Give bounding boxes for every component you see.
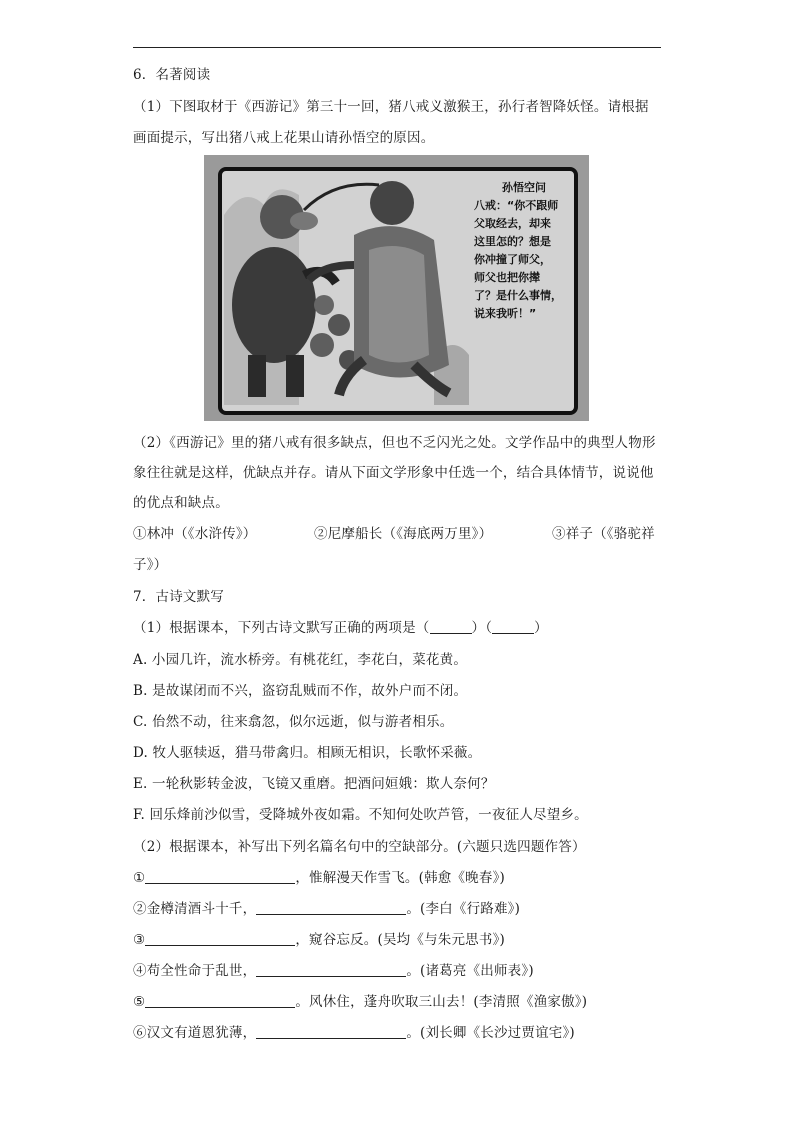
- q6-option-3: ③祥子（《骆驼祥: [552, 526, 655, 542]
- fill-blank-4[interactable]: [256, 963, 406, 977]
- comic-illustration: [204, 155, 589, 421]
- q6-title: 6．名著阅读: [133, 67, 211, 83]
- q7-part2: （2）根据课本，补写出下列名篇名句中的空缺部分。(六题只选四题作答）: [133, 839, 586, 855]
- q6-option-2: ②尼摩船长（《海底两万里》）: [314, 526, 493, 542]
- fill-blank-3[interactable]: [145, 932, 295, 946]
- fill-blank-5[interactable]: [145, 994, 295, 1008]
- caption-line-6: 师父也把你撵: [474, 271, 540, 284]
- q7-option-d: D. 牧人驱犊返，猎马带禽归。相顾无相识，长歌怀采薇。: [133, 745, 482, 761]
- q7-part1-suffix: ）: [534, 620, 548, 636]
- q7-part1-prefix: （1）根据课本，下列古诗文默写正确的两项是（: [133, 620, 430, 636]
- fill-4-suffix: 。(诸葛亮《出师表》): [406, 963, 534, 979]
- fill-1-prefix: ①: [133, 870, 146, 886]
- q7-part1-mid: ）（: [471, 620, 493, 636]
- fill-5-prefix: ⑤: [133, 994, 146, 1010]
- answer-blank-1[interactable]: [430, 620, 472, 634]
- fill-2-suffix: 。(李白《行路难》): [406, 901, 521, 917]
- fill-1-suffix: ，惟解漫天作雪飞。(韩愈《晚春》): [295, 870, 505, 886]
- q6-part2-line2: 象往往就是这样，优缺点并存。请从下面文学形象中任选一个，结合具体情节，说说他: [133, 465, 654, 481]
- fill-4-prefix: ④苟全性命于乱世，: [133, 963, 257, 979]
- fill-6-suffix: 。(刘长卿《长沙过贾谊宅》): [406, 1025, 575, 1041]
- caption-line-4: 这里怎的？想是: [474, 235, 551, 248]
- fill-line-1: [133, 869, 505, 887]
- caption-line-2: 八戒：“你不跟师: [474, 199, 559, 212]
- header-rule: [133, 47, 661, 48]
- fill-3-prefix: ③: [133, 932, 146, 948]
- q7-option-a: A. 小园几许，流水桥旁。有桃花红，李花白，菜花黄。: [133, 652, 468, 668]
- fill-2-prefix: ②金樽清酒斗十千，: [133, 901, 257, 917]
- q6-part2-line1: （2）《西游记》里的猪八戒有很多缺点，但也不乏闪光之处。文学作品中的典型人物形: [133, 435, 656, 451]
- fill-6-prefix: ⑥汉文有道恩犹薄，: [133, 1025, 257, 1041]
- fill-5-suffix: 。风休住，蓬舟吹取三山去！(李清照《渔家傲》): [295, 994, 588, 1010]
- fill-line-4: [133, 962, 534, 980]
- q7-part1: [133, 619, 548, 637]
- q6-option-1: ①林冲（《水浒传》）: [133, 526, 257, 542]
- q7-title: 7．古诗文默写: [133, 589, 224, 605]
- caption-line-5: 你冲撞了师父，: [474, 253, 551, 266]
- fill-line-5: [133, 993, 587, 1011]
- caption-line-3: 父取经去，却来: [474, 217, 551, 230]
- q7-option-f: F. 回乐烽前沙似雪，受降城外夜如霜。不知何处吹芦管，一夜征人尽望乡。: [133, 807, 588, 823]
- caption-line-7: 了？是什么事情，: [474, 289, 562, 302]
- q6-part1-line1: （1）下图取材于《西游记》第三十一回，猪八戒义激猴王，孙行者智降妖怪。请根据: [133, 99, 649, 115]
- caption-line-8: 说来我听！”: [474, 307, 537, 320]
- caption-line-1: 孙悟空问: [502, 181, 546, 194]
- q7-option-b: B. 是故谋闭而不兴，盗窃乱贼而不作，故外户而不闭。: [133, 683, 468, 699]
- q7-option-e: E. 一轮秋影转金波，飞镜又重磨。把酒问姮娥：欺人奈何？: [133, 776, 495, 792]
- q6-part2-line3: 的优点和缺点。: [133, 495, 229, 511]
- fill-3-suffix: ，窥谷忘反。(吴均《与朱元思书》): [295, 932, 505, 948]
- fill-blank-1[interactable]: [145, 870, 295, 884]
- q6-option-3-cont: 子》）: [133, 557, 168, 573]
- fill-line-3: [133, 931, 505, 949]
- q7-option-c: C. 佁然不动，往来翕忽，似尔远逝，似与游者相乐。: [133, 714, 454, 730]
- q6-part1-line2: 画面提示，写出猪八戒上花果山请孙悟空的原因。: [133, 130, 435, 146]
- fill-blank-2[interactable]: [256, 901, 406, 915]
- fill-blank-6[interactable]: [256, 1025, 406, 1039]
- fill-line-6: [133, 1024, 575, 1042]
- fill-line-2: [133, 900, 520, 918]
- answer-blank-2[interactable]: [492, 620, 534, 634]
